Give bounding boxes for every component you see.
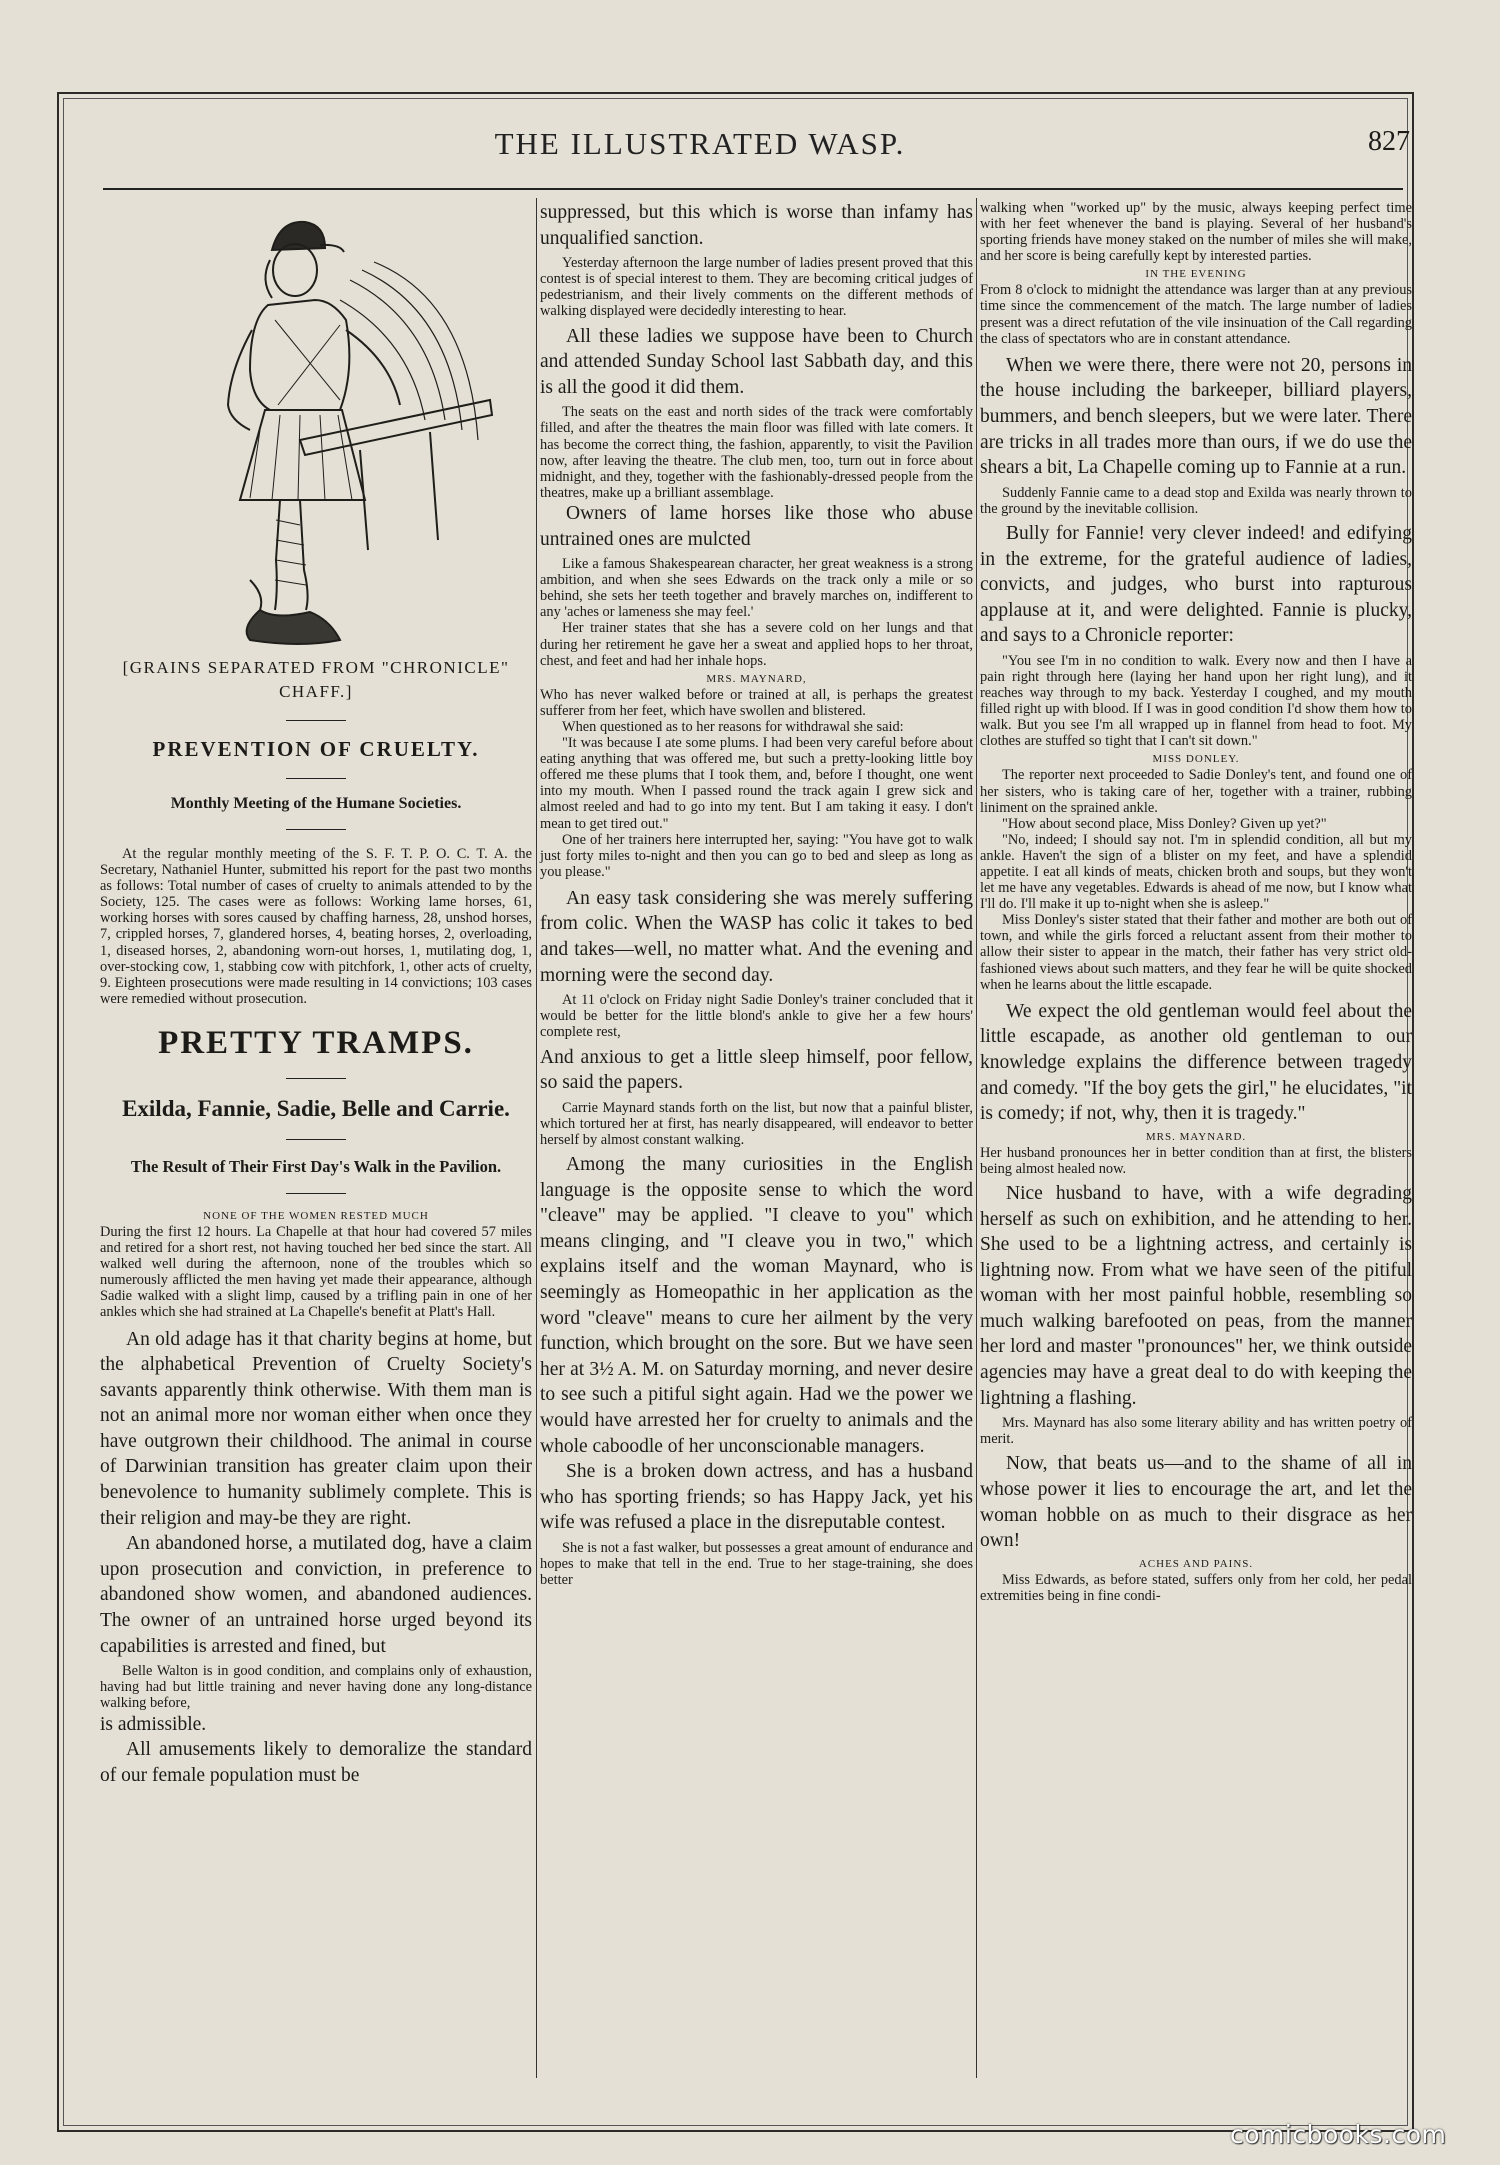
article-paragraph: Owners of lame horses like those who abuse untrained ones are mulcted xyxy=(540,502,973,550)
header-rule xyxy=(103,188,1403,190)
article-paragraph: An easy task considering she was merely suffering from colic. When the WASP has colic it takes to bed and takes—well, no matter what. And the evening and morning were the second day. xyxy=(540,887,973,986)
article-paragraph: suppressed, but this which is worse than infamy has unqualified sanction. xyxy=(540,202,973,249)
article-paragraph: "You see I'm in no condition to walk. Every now and then I have a pain right through here (laying her hand upon her right lung), and it reaches way through to my back. Yesterday I coughed, and my mouth filled right up with blood. If I was in good condition I'd show them how to walk. But you see I'm all wrapped up in flannel from head to foot. My clothes are stuffed so tight that I can't sit down." xyxy=(980,652,1412,750)
subhead-names: Exilda, Fannie, Sadie, Belle and Carrie. xyxy=(122,1095,510,1121)
article-paragraph: She is a broken down actress, and has a husband who has sporting friends; so has Happy Jack, yet his wife was refused a place in the disreputable contest. xyxy=(540,1461,973,1534)
column-divider xyxy=(976,198,977,2078)
subhead-monthly-meeting: Monthly Meeting of the Humane Societies. xyxy=(170,795,462,812)
article-paragraph: We expect the old gentleman would feel about the little escapade, as another old gentleman to our knowledge explains the difference between tragedy and comedy. "If the boy gets the girl," he elucidates, "it is comedy; if not, why, then it is tragedy." xyxy=(980,1000,1412,1125)
article-paragraph: The reporter next proceeded to Sadie Donley's tent, and found one of her sisters, who is taking care of her, together with a trainer, rubbing liniment on the sprained ankle. xyxy=(980,767,1412,816)
section-rule xyxy=(286,1139,346,1140)
article-paragraph: At 11 o'clock on Friday night Sadie Donley's trainer concluded that it would be better for the little blond's ankle to give her a few hours' complete rest, xyxy=(540,992,973,1041)
section-rule xyxy=(286,720,346,721)
article-paragraph: The seats on the east and north sides of the track were comfortably filled, and after the theatres the main floor was filled with late comers. It has become the correct thing, the fashion, apparently, to visit the Pavilion now, after leaving the theatre. The club men, too, turn out in force about midnight, and they, together with the fashionably-dressed people from the theatres, make up a brilliant assemblage. xyxy=(540,404,973,501)
article-paragraph: is admissible. xyxy=(100,1713,207,1735)
column-1 xyxy=(100,200,532,1788)
article-paragraph: Yesterday afternoon the large number of ladies present proved that this contest is of special interest to them. They are becoming critical judges of pedestrianism, and their lively comments on the different methods of walking displayed were decidedly interesting to hear. xyxy=(540,255,973,320)
subhead-result: The Result of Their First Day's Walk in the Pavilion. xyxy=(130,1156,502,1176)
article-paragraph: Her trainer states that she has a severe cold on her lungs and that during her retirement he gave her a sweat and applied hops to her throat, chest, and feet and had her inhale hops. xyxy=(540,620,973,669)
article-paragraph: Now, that beats us—and to the shame of all in whose power it lies to encourage the art, and let the woman hobble on as much to their disgrace as her own! xyxy=(980,1453,1412,1552)
article-paragraph: "It was because I ate some plums. I had been very careful before about eating anything that was offered me, but such a pretty-looking little boy offered me these plums that I took them, and, before I thought, one went into my mouth. When I passed round the track again I grew sick and almost reeled and had to go into my tent. But I am taking it easy. I don't mean to get tired out." xyxy=(540,735,973,832)
page-number: 827 xyxy=(1368,126,1410,157)
watermark: comicbooks.com xyxy=(1230,2120,1447,2149)
section-rule xyxy=(286,1193,346,1194)
running-title: THE ILLUSTRATED WASP. xyxy=(494,126,906,161)
article-paragraph: walking when "worked up" by the music, always keeping perfect time with her feet whenever the band is playing. Several of her husband's sporting friends have money staked on the number of miles she will make, and her score is being carefully kept by interested parties. xyxy=(980,200,1412,265)
article-paragraph: "No, indeed; I should say not. I'm in splendid condition, all but my ankle. Haven't the sign of a blister on my feet, and have a splendid appetite. I eat all kinds of meats, chicken broth and soups, but they won't let me have any vegetables. Edwards is ahead of me now, but I know what I'll do. I'll make it up to-night when she is asleep." xyxy=(980,831,1412,913)
column-3 xyxy=(980,200,1412,1604)
article-subhead: NONE OF THE WOMEN RESTED MUCH xyxy=(203,1209,429,1222)
article-subhead: IN THE EVENING xyxy=(1145,268,1247,281)
article-paragraph: All amusements likely to demoralize the standard of our female population must be xyxy=(100,1739,532,1786)
article-paragraph: And anxious to get a little sleep himself, poor fellow, so said the papers. xyxy=(540,1046,973,1094)
article-subhead: MRS. MAYNARD, xyxy=(706,672,807,685)
article-subhead: MRS. MAYNARD. xyxy=(1145,1130,1247,1143)
column-divider xyxy=(536,198,537,2078)
illustration-caption-line1: [GRAINS SEPARATED FROM "CHRONICLE" xyxy=(122,658,510,677)
headline-pretty-tramps: PRETTY TRAMPS. xyxy=(158,1024,474,1061)
section-rule xyxy=(286,829,346,830)
article-paragraph: When questioned as to her reasons for withdrawal she said: xyxy=(562,718,904,735)
section-rule xyxy=(286,778,346,779)
article-paragraph: At the regular monthly meeting of the S. F. T. P. O. C. T. A. the Secretary, Nathaniel Hunter, submitted his report for the past two months as follows: Total number of cases of cruelty to animals attended to by the Society, 125. The cases were as follows: Working lame horses, 61, working horses with sores caused by chaffing harness, 28, unshod horses, 7, crippled horses, 7, glandered horses, 4, beating horses, 2, overloading, 1, diseased horses, 2, abandoning worn-out horses, 1, mutilating dog, 1, over-stocking cow, 1, stabbing cow with pitchfork, 1, other acts of cruelty, 9. Eighteen prosecutions were made resulting in 14 convictions; 103 cases were remedied without prosecution. xyxy=(100,846,532,1007)
article-paragraph: Among the many curiosities in the English language is the opposite sense to which the word "cleave" may be applied. "I cleave to you" which means clinging, and "I cleave you in two," which explains itself and the woman Maynard, who is seemingly as Homeopathic in her application as the word "cleave" means to cure her ailment by the very function, which brought on the sore. But we have seen her at 3½ A. M. on Saturday morning, and never desire to see such a pitiful sight again. Had we the power we would have arrested her for cruelty to animals and the whole caboodle of her unconscionable managers. xyxy=(540,1154,973,1457)
article-paragraph: Miss Donley's sister stated that their father and mother are both out of town, and while the girls forced a reluctant assent from their mother to allow their sister to appear in the match, their father has very strict old-fashioned views about such matters, and they fear he will be quite shocked when he learns about the little escapade. xyxy=(980,912,1412,993)
article-paragraph: Belle Walton is in good condition, and complains only of exhaustion, having had but little training and never having done any long-distance walking before, xyxy=(100,1663,532,1712)
section-rule xyxy=(286,1078,346,1079)
article-paragraph: Her husband pronounces her in better condition than at first, the blisters being almost healed now. xyxy=(980,1144,1412,1177)
article-paragraph: Bully for Fannie! very clever indeed! and edifying in the extreme, for the grateful audience of ladies, convicts, and judges, who burst into rapturous applause at it, and were delighted. Fannie is plucky, and says to a Chronicle reporter: xyxy=(980,522,1412,647)
article-paragraph: Mrs. Maynard has also some literary ability and has written poetry of merit. xyxy=(980,1415,1412,1448)
article-paragraph: She is not a fast walker, but possesses a great amount of endurance and hopes to make that tell in the end. True to her stage-training, she does better xyxy=(540,1539,973,1589)
article-paragraph: All these ladies we suppose have been to Church and attended Sunday School last Sabbath day, and this is all the good it did them. xyxy=(540,325,973,398)
article-paragraph: An old adage has it that charity begins at home, but the alphabetical Prevention of Cruelty Society's savants apparently think otherwise. With them man is not an animal more nor woman either when once they have outgrown their childhood. The animal in course of Darwinian transition has greater claim upon their benevolence to humanity sublimely complete. This is their religion and may-be they are right. xyxy=(100,1328,532,1529)
article-paragraph: Who has never walked before or trained at all, is perhaps the greatest sufferer from her feet, which have swollen and blistered. xyxy=(540,686,973,719)
cartoon-illustration xyxy=(100,200,532,650)
article-subhead: ACHES AND PAINS. xyxy=(1138,1557,1254,1570)
column-2 xyxy=(540,200,973,1588)
article-paragraph: Carrie Maynard stands forth on the list, but now that a painful blister, which tortured her at first, has nearly disappeared, will endeavor to better herself by almost constant walking. xyxy=(540,1099,973,1148)
article-paragraph: One of her trainers here interrupted her, saying: "You have got to walk just forty miles to-night and then you can go to bed and sleep as long as you please." xyxy=(540,831,973,880)
article-paragraph: Like a famous Shakespearean character, her great weakness is a strong ambition, and when she sees Edwards on the track only a mile or so behind, she sets her teeth together and bravely marches on, indifferent to any 'aches or lameness she may feel.' xyxy=(540,556,973,621)
article-subhead: MISS DONLEY. xyxy=(1152,753,1240,766)
article-paragraph: An abandoned horse, a mutilated dog, have a claim upon prosecution and conviction, in preference to abandoned show women, and abandoned audiences. The owner of an untrained horse urged beyond its capabilities is arrested and fined, but xyxy=(100,1533,532,1657)
article-paragraph: "How about second place, Miss Donley? Given up yet?" xyxy=(1002,815,1327,832)
article-paragraph: During the first 12 hours. La Chapelle at that hour had covered 57 miles and retired for a short rest, not having touched her bed since the start. All walked well during the afternoon, none of the troubles which so numerously afflicted the men having yet made their appearance, although Sadie walked with a slight limp, caused by a trifling pain in one of her ankles which she had strained at La Chapelle's benefit at Platt's Hall. xyxy=(100,1223,532,1321)
article-paragraph: Suddenly Fannie came to a dead stop and Exilda was nearly thrown to the ground by the inevitable collision. xyxy=(980,484,1412,517)
article-paragraph: When we were there, there were not 20, persons in the house including the barkeeper, billiard players, bummers, and bench sleepers, but we were later. There are tricks in all trades more than ours, if we do use the shears a bit, La Chapelle coming up to Fannie at a run. xyxy=(980,354,1412,479)
article-paragraph: Miss Edwards, as before stated, suffers only from her cold, her pedal extremities being in fine condi- xyxy=(980,1571,1412,1604)
article-paragraph: Nice husband to have, with a wife degrading herself as such on exhibition, and he attending to her. She used to be a lightning actress, and certainly is lightning now. From what we have seen of the pitiful woman with her most painful hobble, resembling so much walking barefooted on peas, from the manner her lord and master "pronounces" her, we think outside agencies may have a great deal to do with keeping the lightning a flashing. xyxy=(980,1182,1412,1409)
illustration-caption-line2: CHAFF.] xyxy=(279,682,353,701)
article-paragraph: From 8 o'clock to midnight the attendance was larger than at any previous time since the commencement of the match. The large number of ladies present was a direct refutation of the vile insinuation of the Call regarding the class of spectators who are in constant attendance. xyxy=(980,282,1412,347)
headline-prevention: PREVENTION OF CRUELTY. xyxy=(152,737,480,761)
